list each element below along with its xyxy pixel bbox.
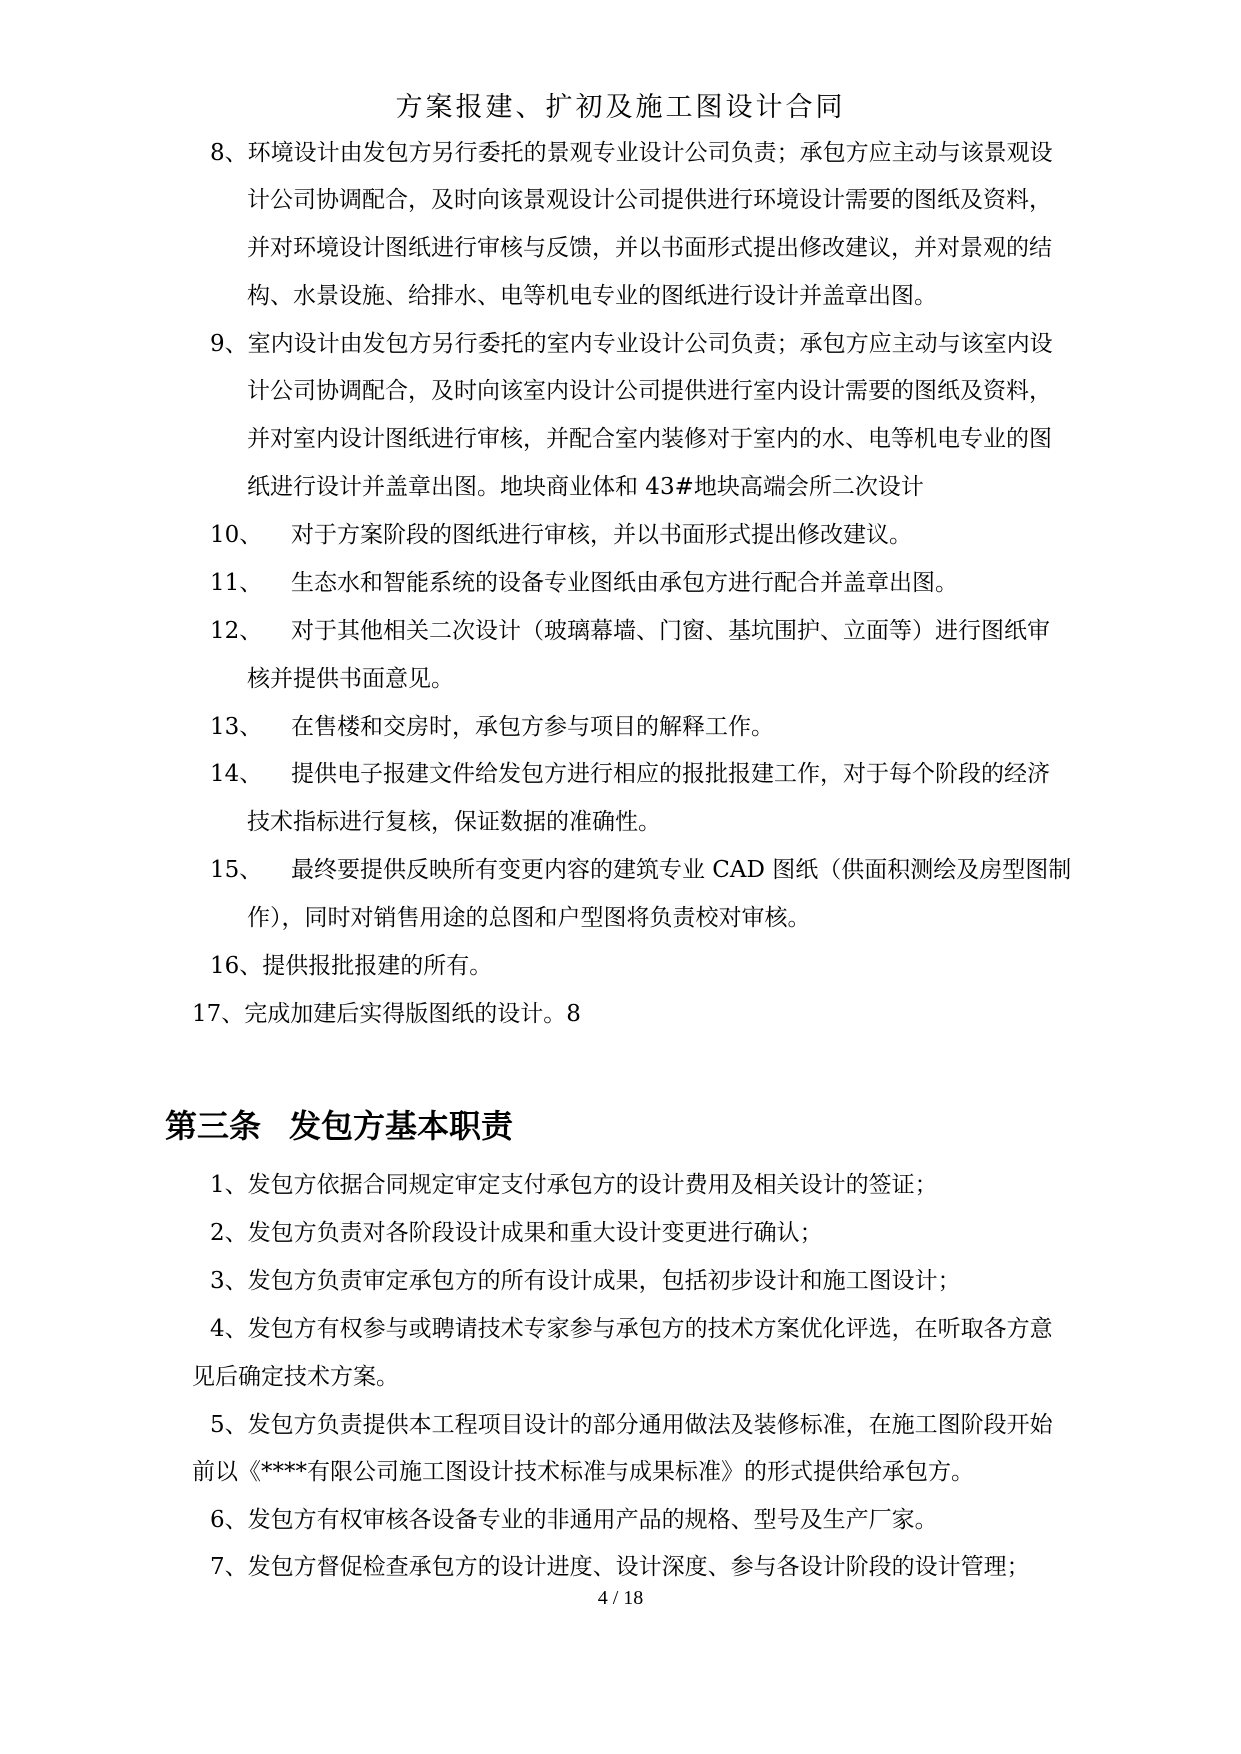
list-item-continuation: 并对环境设计图纸进行审核与反馈，并以书面形式提出修改建议，并对景观的结 — [247, 235, 1052, 261]
list-item-continuation: 计公司协调配合，及时向该景观设计公司提供进行环境设计需要的图纸及资料， — [247, 187, 1052, 213]
list-item: 8、环境设计由发包方另行委托的景观专业设计公司负责；承包方应主动与该景观设 — [210, 140, 1053, 166]
list-item: 3、发包方负责审定承包方的所有设计成果，包括初步设计和施工图设计； — [210, 1268, 961, 1294]
list-item: 11、 生态水和智能系统的设备专业图纸由承包方进行配合并盖章出图。 — [210, 570, 958, 596]
list-item: 10、 对于方案阶段的图纸进行审核，并以书面形式提出修改建议。 — [210, 522, 912, 548]
list-item: 15、 最终要提供反映所有变更内容的建筑专业 CAD 图纸（供面积测绘及房型图制 — [210, 857, 1072, 883]
list-item: 16、提供报批报建的所有。 — [210, 953, 493, 979]
section-heading: 第三条 发包方基本职责 — [165, 1107, 514, 1145]
list-item: 4、发包方有权参与或聘请技术专家参与承包方的技术方案优化评选，在听取各方意 — [210, 1316, 1053, 1342]
list-item: 13、 在售楼和交房时，承包方参与项目的解释工作。 — [210, 714, 774, 740]
list-item-continuation: 纸进行设计并盖章出图。地块商业体和 43#地块高端会所二次设计 — [247, 474, 924, 500]
list-item: 14、 提供电子报建文件给发包方进行相应的报批报建工作，对于每个阶段的经济 — [210, 761, 1050, 787]
list-item: 1、发包方依据合同规定审定支付承包方的设计费用及相关设计的签证； — [210, 1172, 938, 1198]
list-item: 6、发包方有权审核各设备专业的非通用产品的规格、型号及生产厂家。 — [210, 1507, 938, 1533]
list-item: 17、完成加建后实得版图纸的设计。8 — [192, 1001, 581, 1027]
list-item: 5、发包方负责提供本工程项目设计的部分通用做法及装修标准，在施工图阶段开始 — [210, 1412, 1053, 1438]
list-item-continuation: 见后确定技术方案。 — [192, 1364, 399, 1390]
list-item: 9、室内设计由发包方另行委托的室内专业设计公司负责；承包方应主动与该室内设 — [210, 331, 1053, 357]
page-header: 方案报建、扩初及施工图设计合同 — [395, 92, 846, 123]
list-item: 2、发包方负责对各阶段设计成果和重大设计变更进行确认； — [210, 1220, 823, 1246]
list-item-continuation: 前以《****有限公司施工图设计技术标准与成果标准》的形式提供给承包方。 — [192, 1459, 974, 1485]
list-item-continuation: 技术指标进行复核，保证数据的准确性。 — [247, 809, 661, 835]
list-item: 7、发包方督促检查承包方的设计进度、设计深度、参与各设计阶段的设计管理； — [210, 1554, 1030, 1580]
list-item-continuation: 构、水景设施、给排水、电等机电专业的图纸进行设计并盖章出图。 — [247, 283, 937, 309]
list-item-continuation: 计公司协调配合，及时向该室内设计公司提供进行室内设计需要的图纸及资料， — [247, 378, 1052, 404]
list-item-continuation: 作），同时对销售用途的总图和户型图将负责校对审核。 — [247, 905, 811, 931]
page-number: 4 / 18 — [597, 1587, 644, 1609]
list-item-continuation: 并对室内设计图纸进行审核，并配合室内装修对于室内的水、电等机电专业的图 — [247, 426, 1052, 452]
list-item-continuation: 核并提供书面意见。 — [247, 666, 454, 692]
list-item: 12、 对于其他相关二次设计（玻璃幕墙、门窗、基坑围护、立面等）进行图纸审 — [210, 618, 1050, 644]
